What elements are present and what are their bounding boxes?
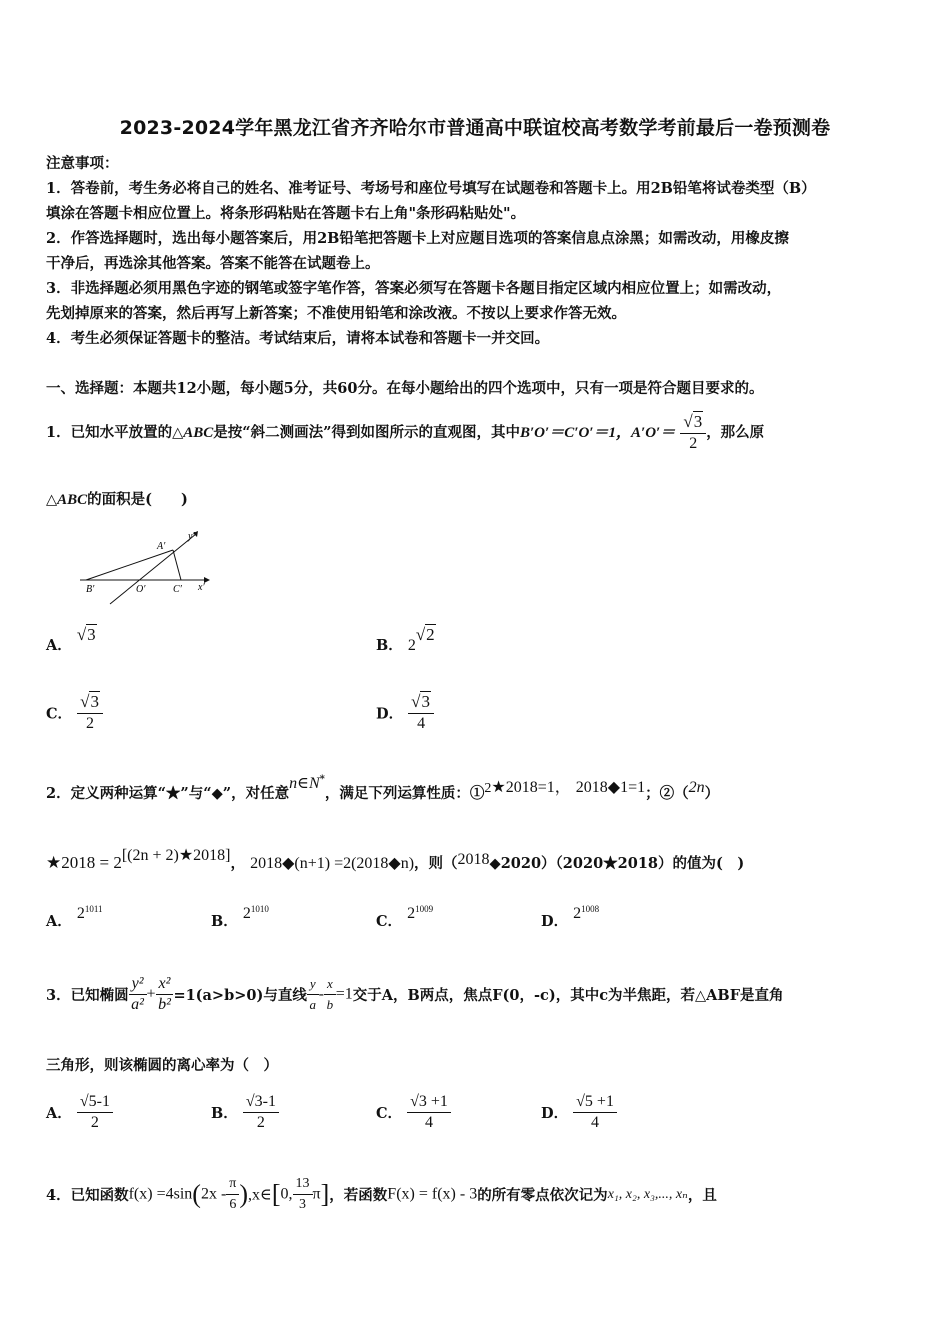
q2-option-c-label: C． [376,913,403,930]
label-x: x′ [198,582,205,593]
q1-option-a[interactable]: A． √3 [46,625,96,654]
q1-option-d-label: D． [376,705,404,723]
q2-text-b: ，满足下列运算性质：① [324,785,485,802]
q1-frac-num: 3 [693,412,703,431]
q2-option-b[interactable] [211,904,269,931]
q2-option-a-base: 2 [76,905,85,922]
q4-fx: f(x) =4sin [128,1185,193,1203]
q4-pi-num: π [226,1174,239,1195]
edge-ac [173,550,181,580]
q1-frac-den: 2 [689,435,698,452]
x-axis-arrow [204,577,210,583]
q1-text-a: 1．已知水平放置的△ [46,424,184,441]
q1-triangle: △ [46,491,58,508]
q2-option-b-exp: 1010 [250,904,269,915]
q2-option-c[interactable] [376,904,434,931]
q4-dom-num: 13 [293,1174,313,1195]
q2-option-b-label: B． [211,913,238,930]
q1-option-a-value: 3 [87,625,96,644]
q2-option-d-base: 2 [573,905,582,922]
q3-option-b-label: B． [211,1105,238,1122]
q2-2n: 2n [688,779,705,796]
q1-fraction: $\frac{√3}{2}$ [680,412,706,454]
q2-text-c: ；②（ [645,785,689,802]
notice-line-4: 干净后，再选涂其他答案。答案不能答在试题卷上。 [46,255,380,272]
q1-option-b-label: B． [376,637,403,654]
q1-option-c-den: 2 [86,715,95,732]
q4-dom-a: 0, [280,1185,293,1203]
q1-option-b-coef: 2 [407,637,416,654]
q1-text-c: ，那么原 [706,424,765,441]
notice-line-7: 4．考生必须保证答题卡的整洁。考试结束后，请将本试卷和答题卡一并交回。 [46,330,550,347]
question-3-line-2: 三角形，则该椭圆的离心率为（ ） [46,1057,278,1074]
q3-option-d-label: D． [541,1105,569,1122]
q3-option-a-num: √5-1 [77,1092,113,1113]
q4-pi-den: 6 [229,1197,237,1212]
q4-arg: 2x - [200,1185,227,1203]
q3-option-b-den: 2 [256,1114,265,1131]
notice-line-6: 先划掉原来的答案，然后再写上新答案；不准使用铅笔和涂改液。不按以上要求作答无效。 [46,305,626,322]
label-a: A′ [157,541,166,552]
q3-option-a-den: 2 [90,1114,99,1131]
q2-bracket: [(2n + 2)★2018] [121,847,231,864]
q2-option-a[interactable] [46,904,103,931]
q2-text-f: ◆2020）（2020★2018）的值为( ) [489,855,745,872]
q1-area-question: 的面积是( ) [87,491,188,508]
q1-option-b[interactable]: B． 2√2 [376,625,435,654]
q3-plus: + [146,985,156,1003]
q3-eq2: =1 [335,985,353,1003]
q3-f4-den: b [326,997,334,1012]
q4-end: ，且 [687,1187,717,1204]
q2-comma: ， [230,855,246,872]
q2-p1-base: 2 [484,781,492,797]
q3-f1-den: a² [131,996,144,1013]
section-heading: 一、选择题：本题共12小题，每小题5分，共60分。在每小题给出的四个选项中，只有一项是符合题目要求的。 [46,380,764,397]
q1-option-c-label: C． [46,705,73,723]
q3-option-c-den: 4 [425,1114,434,1131]
q2-text-d: ） [704,785,720,802]
q2-option-a-label: A． [46,913,72,930]
q3-eq1: =1(a>b>0)与直线 [173,987,307,1004]
q3-option-d[interactable] [541,1092,617,1133]
q4-tail: 的所有零点依次记为 [477,1187,608,1204]
q2-option-d[interactable] [541,904,600,931]
q3-option-c-num: √3 +1 [407,1092,451,1113]
q3-f4-num: x [324,974,336,995]
q3-option-d-num: √5 +1 [573,1092,617,1113]
q1-option-d-den: 4 [417,715,426,732]
q2-eq-c: 2018◆(n+1) =2(2018◆n) [250,855,415,872]
q2-option-c-exp: 1009 [415,904,434,915]
edge-ba [86,550,173,580]
label-y: y′ [188,531,195,542]
q2-option-a-exp: 1011 [84,904,103,915]
q2-p1b: 2018◆1=1 [575,779,646,796]
q3-f3-den: a [309,997,316,1012]
q3-option-c[interactable] [376,1092,451,1133]
label-c: C′ [173,584,182,595]
notice-heading: 注意事项： [46,155,119,172]
q4-zeros: x₁, x₂, x₃,..., xₙ [607,1187,688,1202]
q3-f2-den: b² [158,996,171,1013]
q4-dom-pi: π [312,1185,321,1203]
q2-n-in: n∈N [289,775,320,792]
q3-lead: 3．已知椭圆 [46,987,129,1004]
q4-lead: 4．已知函数 [46,1187,129,1204]
q2-text-a: 2．定义两种运算“★”与“◆”，对任意 [46,785,290,802]
q2-text-d2: ，则（ [414,855,458,872]
q3-option-b[interactable] [211,1092,279,1133]
q3-minus: - [318,985,324,1003]
q1-option-d[interactable]: D． $\frac{√3}{4}$ [376,692,434,734]
question-1-line-1 [46,412,764,454]
q1-condition: B′O′＝C′O′＝1，A′O′＝ [519,425,676,441]
question-4-line-1: 4．已知函数f(x) =4sin(2x - $\frac{\pi}{6}$ ),x∈[0, $\frac{13}{3}$ π]，若函数F(x) = f(x) - 3的所有零点依次记为x₁, x₂, x₃,..., xₙ，且 [46,1174,717,1215]
question-3-line-1 [46,974,784,1015]
q2-eq-a: ★2018 = 2 [46,853,122,872]
q2-option-b-base: 2 [242,905,251,922]
q2-p1-rest: ★2018=1， [491,779,571,796]
question-1-line-2 [46,488,188,509]
question-2-line-2 [46,847,745,873]
q1-abc-2: ABC [57,492,88,508]
q2-option-c-base: 2 [407,905,416,922]
notice-line-3: 2．作答选择题时，选出每小题答案后，用2B铅笔把答题卡上对应题目选项的答案信息点涂黑；如需改动，用橡皮擦 [46,230,789,247]
q3-option-c-label: C． [376,1105,403,1122]
q1-option-d-num: 3 [421,692,430,711]
q2-option-d-exp: 1008 [581,904,600,915]
q3-f2-num: x² [156,974,174,995]
y-axis [110,534,196,604]
q3-option-b-num: √3-1 [243,1092,279,1113]
q1-option-c[interactable]: C． $\frac{√3}{2}$ [46,692,103,734]
q1-option-c-num: 3 [90,692,99,711]
q1-figure [76,528,216,606]
notice-line-5: 3．非选择题必须用黑色字迹的钢笔或签字笔作答，答案必须写在答题卡各题目指定区域内相应位置上；如需改动， [46,280,782,297]
notice-line-1: 1．答卷前，考生务必将自己的姓名、准考证号、考场号和座位号填写在试题卷和答题卡上。用2B铅笔将试卷类型（B） [46,180,816,197]
q1-option-a-label: A． [46,637,72,654]
q4-dom: ,x∈ [248,1186,272,1204]
q4-mid: ，若函数 [329,1187,388,1204]
q4-Fx: F(x) = f(x) - 3 [387,1185,478,1203]
q2-star-sup: * [319,774,325,786]
notice-line-2: 填涂在答题卡相应位置上。将条形码粘贴在答题卡右上角"条形码粘贴处"。 [46,205,526,222]
exam-title: 2023-2024学年黑龙江省齐齐哈尔市普通高中联谊校高考数学考前最后一卷预测卷 [119,117,831,139]
q1-abc: ABC [183,425,214,441]
q2-option-d-label: D． [541,913,569,930]
q3-option-a[interactable] [46,1092,113,1133]
q4-dom-den: 3 [299,1197,307,1212]
q3-f1-num: y² [129,974,147,995]
question-2-line-1 [46,774,720,803]
label-o: O′ [136,584,146,595]
q3-f3-num: y [307,974,319,995]
q3-option-d-den: 4 [591,1114,600,1131]
q1-option-b-value: 2 [426,625,435,644]
q1-text-b: 是按“斜二测画法”得到如图所示的直观图，其中 [213,424,520,441]
label-b: B′ [86,584,95,595]
q2-2018: 2018 [457,851,490,868]
q3-option-a-label: A． [46,1105,72,1122]
q3-rest: 交于A，B两点，焦点F(0，-c)，其中c为半焦距，若△ABF是直角 [352,987,784,1004]
